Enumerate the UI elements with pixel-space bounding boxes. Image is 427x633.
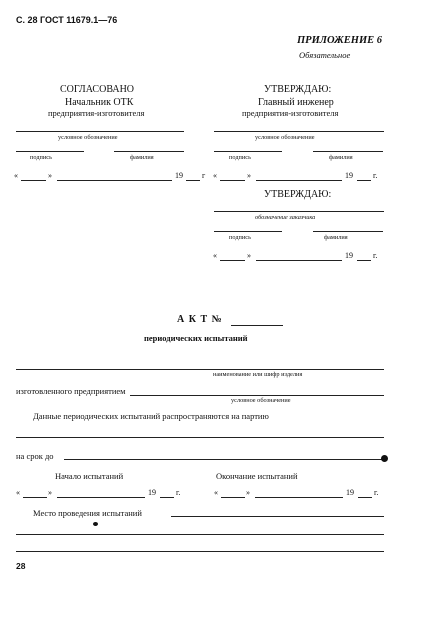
right-date-end: г. — [373, 171, 378, 180]
right2-signature-line — [214, 231, 282, 232]
right-surname-caption: фамилия — [329, 154, 353, 161]
ink-mark — [93, 522, 98, 526]
start-label: Начало испытаний — [55, 471, 124, 481]
left-designation-caption: условное обозначение — [58, 134, 118, 141]
right2-heading: УТВЕРЖДАЮ: — [264, 189, 332, 200]
end-date-mid: » — [246, 488, 250, 497]
act-subtitle: периодических испытаний — [144, 333, 248, 343]
right-signature-caption: подпись — [229, 154, 251, 161]
right-date-year: 19 — [345, 171, 353, 180]
right-enterprise: предприятия-изготовителя — [242, 108, 339, 118]
right2-year-line — [357, 260, 371, 261]
right-heading: УТВЕРЖДАЮ: — [264, 84, 332, 95]
start-month-line — [57, 497, 145, 498]
left-day-line — [21, 180, 46, 181]
right-designation-line — [214, 131, 384, 132]
right2-date-end: г. — [373, 251, 378, 260]
start-year-line — [160, 497, 174, 498]
left-date-end: г — [202, 171, 206, 180]
page-number: 28 — [16, 561, 26, 571]
end-day-line — [221, 497, 245, 498]
left-date-open: « — [14, 171, 18, 180]
product-line — [16, 369, 384, 370]
act-number-line — [231, 325, 283, 326]
end-year-line — [358, 497, 372, 498]
right-position: Главный инженер — [258, 97, 334, 108]
product-caption: наименование или шифр изделия — [213, 371, 303, 378]
right2-month-line — [256, 260, 342, 261]
right2-date-mid: » — [247, 251, 251, 260]
right-surname-line — [313, 151, 383, 152]
data-text: Данные периодических испытаний распространяются на партию — [33, 411, 269, 421]
left-heading: СОГЛАСОВАНО — [60, 84, 135, 95]
right2-signature-caption: подпись — [229, 234, 251, 241]
right2-designation-line — [214, 211, 384, 212]
right2-day-line — [220, 260, 245, 261]
left-enterprise: предприятия-изготовителя — [48, 108, 145, 118]
end-date-year: 19 — [346, 488, 354, 497]
right-date-mid: » — [247, 171, 251, 180]
end-date-end: г. — [374, 488, 379, 497]
start-date-end: г. — [176, 488, 181, 497]
left-month-line — [57, 180, 172, 181]
start-date-open: « — [16, 488, 20, 497]
right2-designation-caption: обозначение заказчика — [255, 214, 316, 221]
right-day-line — [220, 180, 245, 181]
ink-blot — [381, 455, 388, 462]
period-line — [64, 459, 384, 460]
start-date-year: 19 — [148, 488, 156, 497]
manufacturer-caption: условное обозначение — [231, 397, 291, 404]
act-title: А К Т № — [177, 314, 223, 325]
manufacturer-line — [130, 395, 384, 396]
period-label: на срок до — [16, 451, 54, 461]
place-line-2 — [16, 534, 384, 535]
right-designation-caption: условное обозначение — [255, 134, 315, 141]
right-year-line — [357, 180, 371, 181]
place-label: Место проведения испытаний — [33, 508, 142, 518]
right2-surname-line — [313, 231, 383, 232]
batch-line — [16, 437, 384, 438]
page-header: С. 28 ГОСТ 11679.1—76 — [16, 15, 118, 25]
left-surname-caption: фамилия — [130, 154, 154, 161]
right2-date-year: 19 — [345, 251, 353, 260]
right-date-open: « — [213, 171, 217, 180]
end-date-open: « — [214, 488, 218, 497]
start-day-line — [23, 497, 47, 498]
left-year-line — [186, 180, 200, 181]
place-line — [171, 516, 384, 517]
left-signature-caption: подпись — [30, 154, 52, 161]
end-label: Окончание испытаний — [216, 471, 298, 481]
manufactured-label: изготовленного предприятием — [16, 386, 126, 396]
right-month-line — [256, 180, 342, 181]
appendix-subtitle: Обязательное — [299, 50, 351, 60]
left-surname-line — [114, 151, 184, 152]
end-month-line — [255, 497, 343, 498]
left-date-mid: » — [48, 171, 52, 180]
start-date-mid: » — [48, 488, 52, 497]
place-line-3 — [16, 551, 384, 552]
appendix-title: ПРИЛОЖЕНИЕ 6 — [297, 35, 382, 46]
left-signature-line — [16, 151, 84, 152]
left-designation-line — [16, 131, 184, 132]
right-signature-line — [214, 151, 282, 152]
left-date-year: 19 — [175, 171, 183, 180]
right2-surname-caption: фамилия — [324, 234, 348, 241]
left-position: Начальник ОТК — [65, 97, 134, 108]
right2-date-open: « — [213, 251, 217, 260]
